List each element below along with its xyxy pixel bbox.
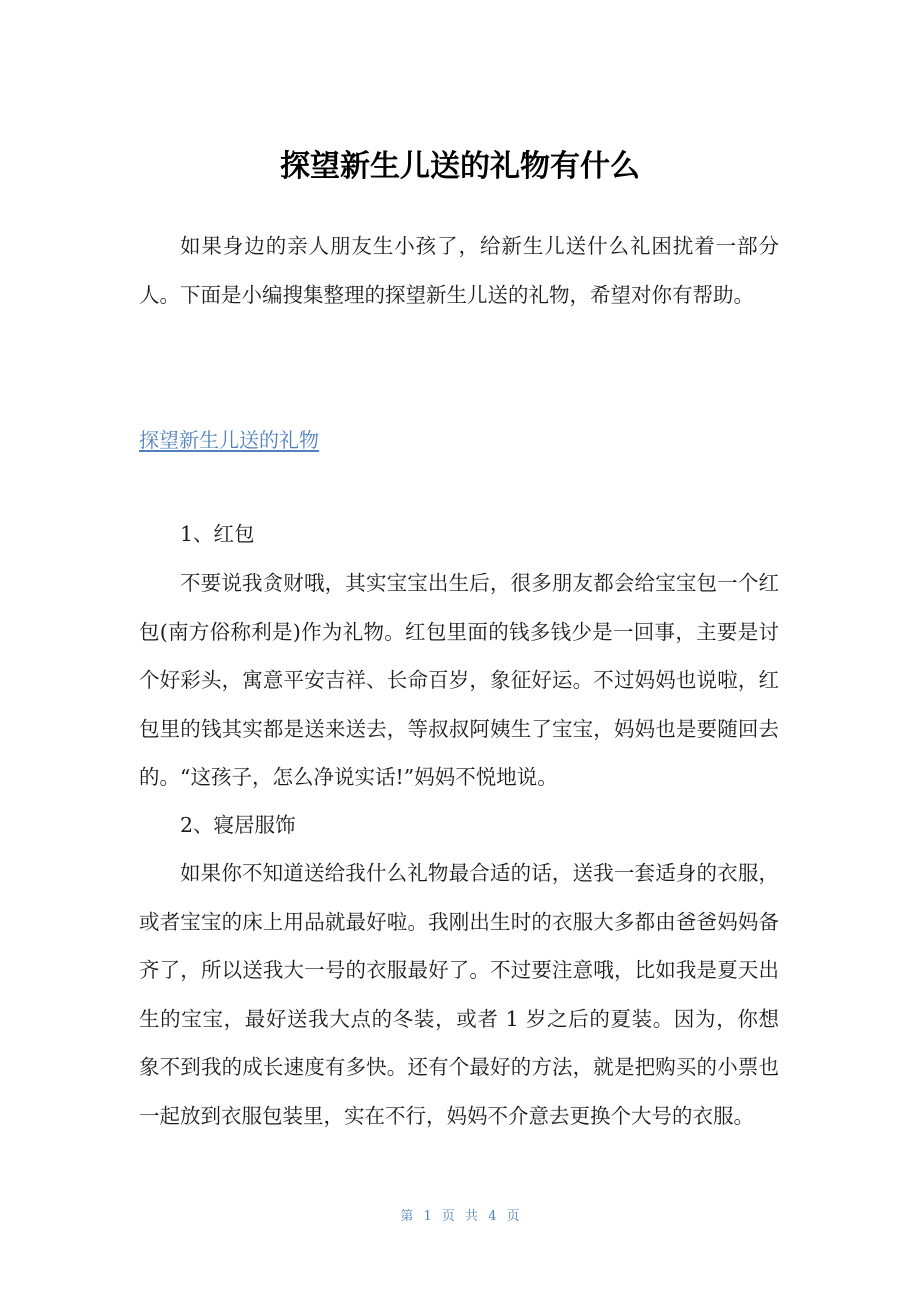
intro-paragraph: 如果身边的亲人朋友生小孩了，给新生儿送什么礼困扰着一部分人。下面是小编搜集整理的探望新生儿送的礼物，希望对你有帮助。	[139, 234, 779, 307]
item1-paragraph: 不要说我贪财哦，其实宝宝出生后，很多朋友都会给宝宝包一个红包(南方俗称利是)作为礼物。红包里面的钱多钱少是一回事，主要是讨个好彩头，寓意平安吉祥、长命百岁，象征好运。不过妈妈也说啦，红包里的钱其实都是送来送去，等叔叔阿姨生了宝宝，妈妈也是要随回去的。“这孩子，怎么净说实话!”妈妈不悦地说。	[139, 571, 779, 789]
page-title: 探望新生儿送的礼物有什么	[280, 149, 640, 184]
page-number-footer: 第 1 页 共 4 页	[400, 1209, 520, 1224]
section-link[interactable]: 探望新生儿送的礼物	[139, 428, 319, 452]
item2-paragraph: 如果你不知道送给我什么礼物最合适的话，送我一套适身的衣服，或者宝宝的床上用品就最好啦。我刚出生时的衣服大多都由爸爸妈妈备齐了，所以送我大一号的衣服最好了。不过要注意哦，比如我是夏天出生的宝宝，最好送我大点的冬装，或者 1 岁之后的夏装。因为，你想象不到我的成长速度有多快。还有个最好的方法，就是把购买的小票也一起放到衣服包装里，实在不行，妈妈不介意去更换个大号的衣服。	[139, 861, 779, 1128]
item2-heading: 2、寝居服饰	[180, 813, 296, 837]
item1-heading: 1、红包	[180, 522, 255, 546]
